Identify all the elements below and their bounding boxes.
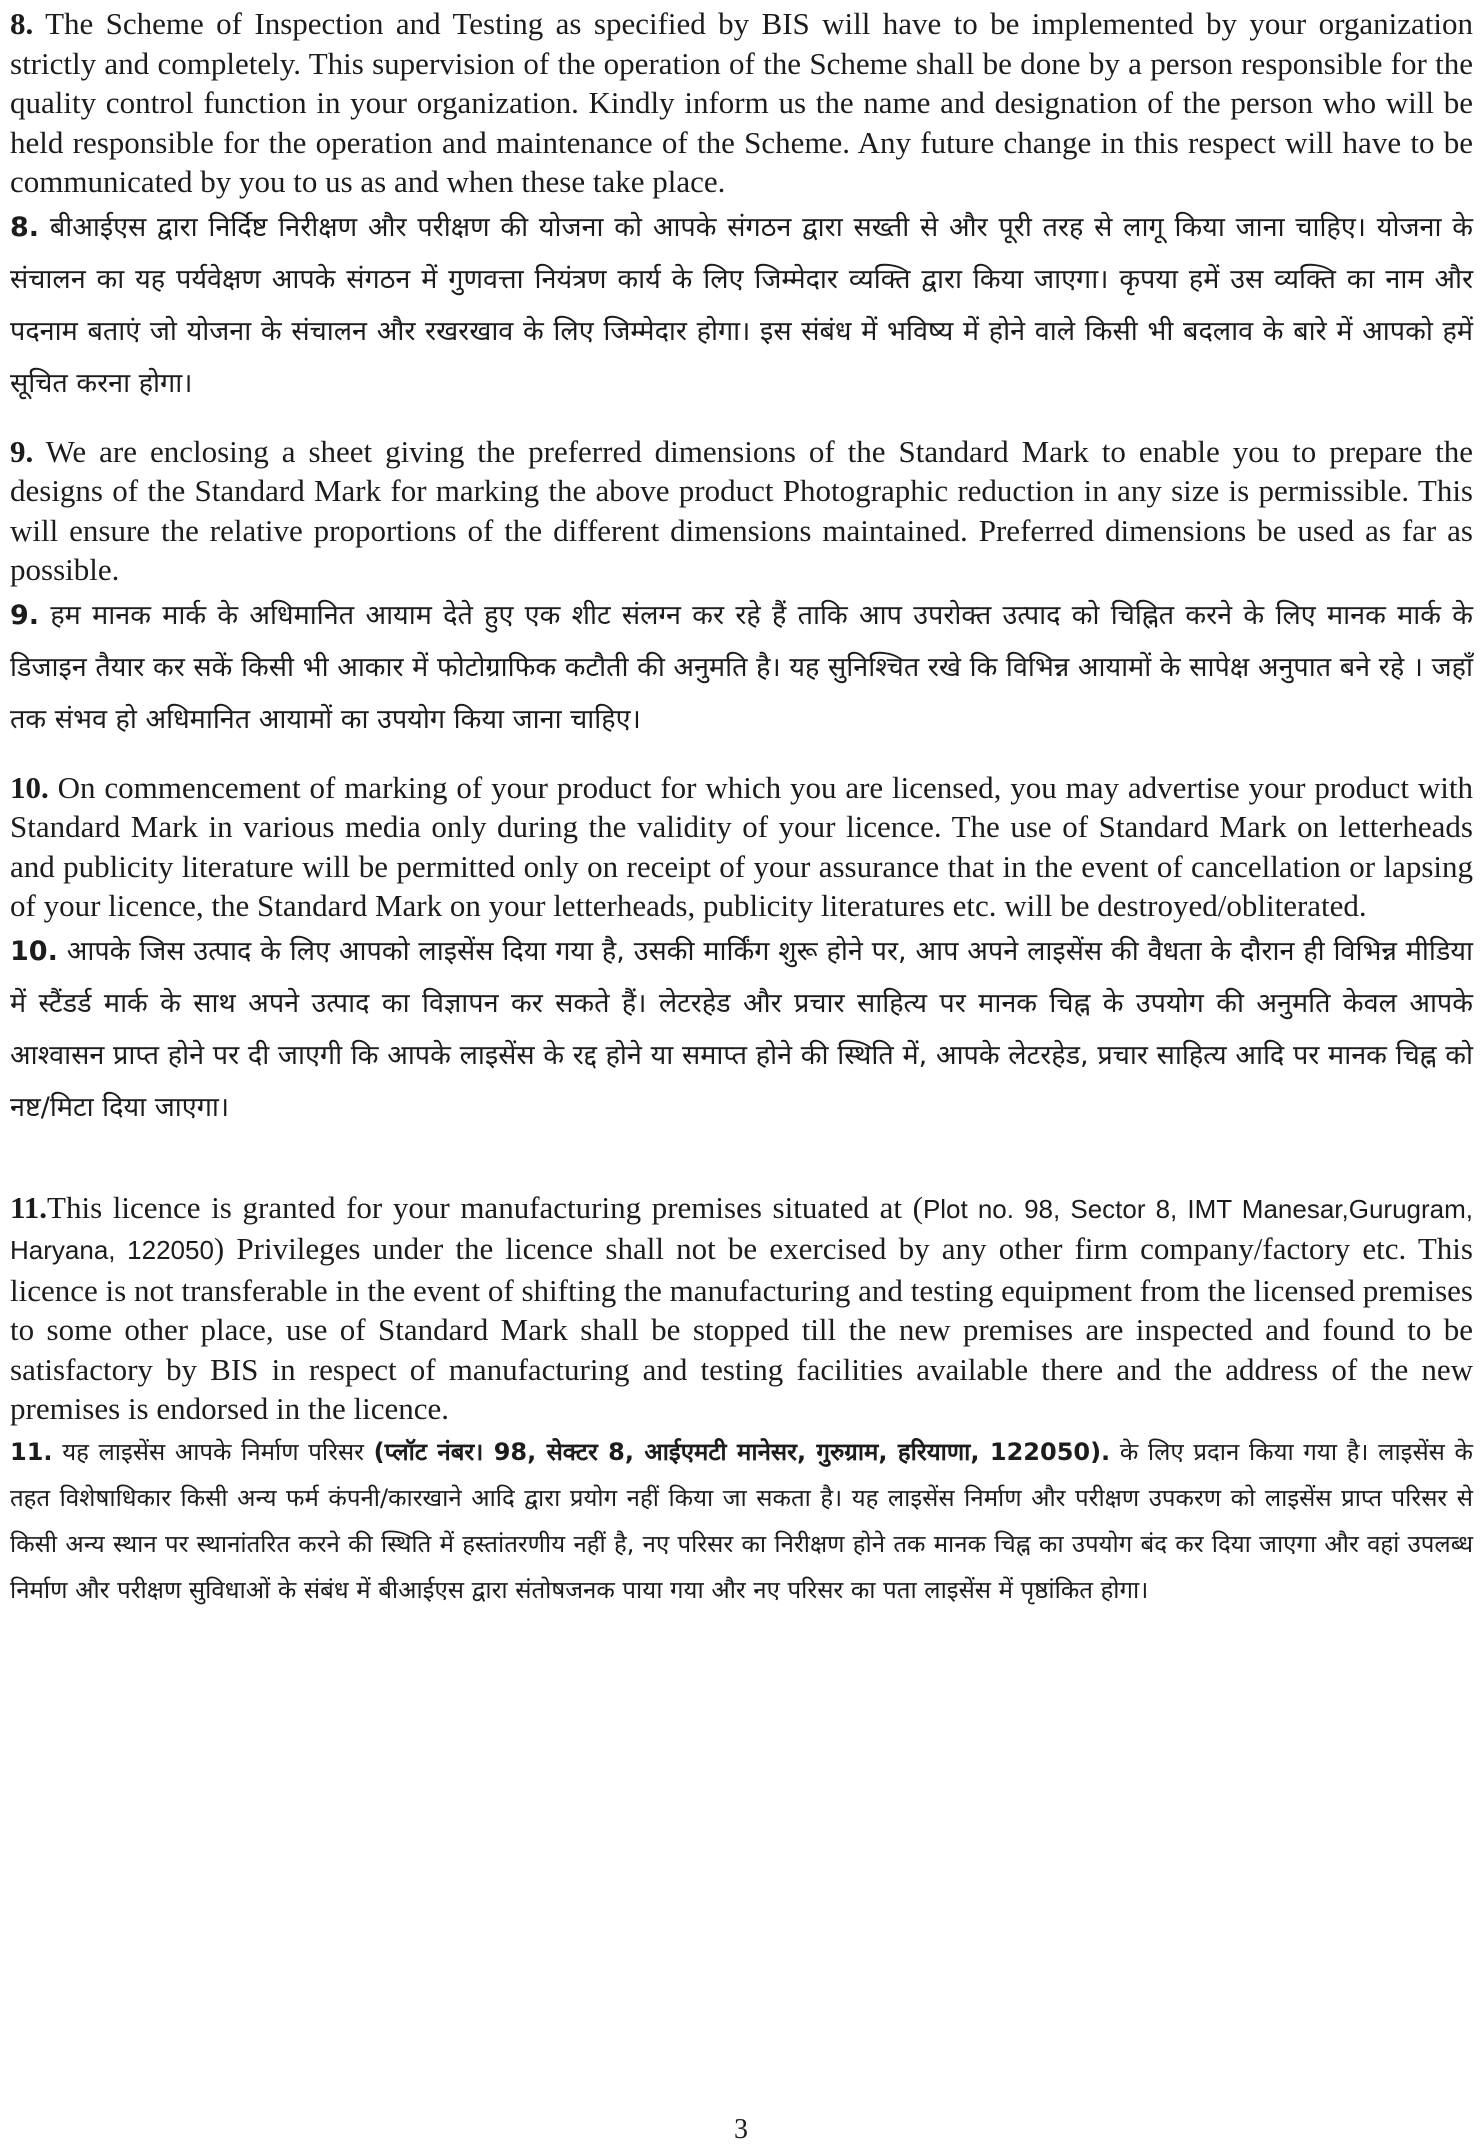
paragraph-number: 8. bbox=[10, 6, 34, 41]
paragraph-8-hindi bbox=[10, 202, 1473, 410]
paragraph-text: We are enclosing a sheet giving the preferred dimensions of the Standard Mark to enable you to prepare the designs of the Standard Mark for marking the above product Photographic reduction in any size is permissible. This will ensure the relative proportions of the different dimensions maintained. Preferred dimensions be used as far as possible. bbox=[10, 433, 1473, 587]
paragraph-text: On commencement of marking of your product for which you are licensed, you may advertise your product with Standard Mark in various media only during the validity of your licence. The use of Standard Mark on letterheads and publicity literature will be permitted only on receipt of your assurance that in the event of cancellation or lapsing of your licence, the Standard Mark on your letterheads, publicity literatures etc. will be destroyed/obliterated. bbox=[10, 769, 1473, 923]
paragraph-number: 9. bbox=[10, 433, 34, 469]
paragraph-number: 11. bbox=[10, 1437, 53, 1466]
premises-address: Plot no. 98, Sector 8, IMT Manesar,Gurugram, Haryana, 122050 bbox=[10, 1193, 1473, 1265]
paragraph-text-start: यह लाइसेंस आपके निर्माण परिसर bbox=[62, 1437, 374, 1466]
paragraph-number: 10. bbox=[10, 769, 49, 805]
paragraph-text-end: के लिए प्रदान किया गया है। लाइसेंस के तहत विशेषाधिकार किसी अन्य फर्म कंपनी/कारखाने आदि द्वारा प्रयोग नहीं किया जा सकता है। यह लाइसेंस निर्माण और परीक्षण उपकरण को लाइसेंस प्राप्त परिसर से किसी अन्य स्थान पर स्थानांतरित करने की स्थिति में हस्तांतरणीय नहीं है, नए परिसर का निरीक्षण होने तक मानक चिह्न का उपयोग बंद कर दिया जाएगा और वहां उपलब्ध निर्माण और परीक्षण सुविधाओं के संबंध में बीआईएस द्वारा संतोषजनक पाया गया और नए परिसर का पता लाइसेंस में पृष्ठांकित होगा। bbox=[10, 1437, 1473, 1604]
paragraph-number: 11. bbox=[10, 1189, 48, 1225]
paragraph-text-start: This licence is granted for your manufacturing premises situated at ( bbox=[47, 1189, 923, 1225]
paragraph-text: बीआईएस द्वारा निर्दिष्ट निरीक्षण और परीक्षण की योजना को आपके संगठन द्वारा सख्ती से और पूरी तरह से लागू किया जाना चाहिए। योजना के संचालन का यह पर्यवेक्षण आपके संगठन में गुणवत्ता नियंत्रण कार्य के लिए जिम्मेदार व्यक्ति द्वारा किया जाएगा। कृपया हमें उस व्यक्ति का नाम और पदनाम बताएं जो योजना के संचालन और रखरखाव के लिए जिम्मेदार होगा। इस संबंध में भविष्य में होने वाले किसी भी बदलाव के बारे में आपको हमें सूचित करना होगा। bbox=[10, 211, 1474, 399]
paragraph-number: 8. bbox=[10, 211, 40, 243]
page-number: 3 bbox=[734, 2114, 748, 2145]
paragraph-number: 10. bbox=[10, 935, 58, 967]
paragraph-11-hindi bbox=[10, 1429, 1473, 1613]
premises-address-hindi: (प्लॉट नंबर। 98, सेक्टर 8, आईएमटी मानेसर, गुरुग्राम, हरियाणा, 122050). bbox=[373, 1437, 1111, 1466]
paragraph-11-english bbox=[10, 1188, 1473, 1429]
paragraph-10-hindi bbox=[10, 926, 1473, 1134]
document-page bbox=[10, 4, 1473, 1613]
paragraph-number: 9. bbox=[10, 599, 40, 631]
paragraph-9-english bbox=[10, 432, 1473, 590]
paragraph-9-hindi bbox=[10, 590, 1473, 746]
paragraph-10-english bbox=[10, 768, 1473, 926]
paragraph-text: The Scheme of Inspection and Testing as specified by BIS will have to be implemented by your organization strictly and completely. This supervision of the operation of the Scheme shall be done by a person responsible for the quality control function in your organization. Kindly inform us the name and designation of the person who will be held responsible for the operation and maintenance of the Scheme. Any future change in this respect will have to be communicated by you to us as and when these take place. bbox=[10, 6, 1473, 199]
paragraph-8-english bbox=[10, 4, 1473, 202]
paragraph-text-end: ) Privileges under the licence shall not be exercised by any other firm company/factory etc. This licence is not transferable in the event of shifting the manufacturing and testing equipment from the licensed premises to some other place, use of Standard Mark shall be stopped till the new premises are inspected and found to be satisfactory by BIS in respect of manufacturing and testing facilities available there and the address of the new premises is endorsed in the licence. bbox=[10, 1231, 1473, 1426]
paragraph-text: आपके जिस उत्पाद के लिए आपको लाइसेंस दिया गया है, उसकी मार्किंग शुरू होने पर, आप अपने लाइसेंस की वैधता के दौरान ही विभिन्न मीडिया में स्टैंडर्ड मार्क के साथ अपने उत्पाद का विज्ञापन कर सकते हैं। लेटरहेड और प्रचार साहित्य पर मानक चिह्न के उपयोग की अनुमति केवल आपके आश्वासन प्राप्त होने पर दी जाएगी कि आपके लाइसेंस के रद्द होने या समाप्त होने की स्थिति में, आपके लेटरहेड, प्रचार साहित्य आदि पर मानक चिह्न को नष्ट/मिटा दिया जाएगा। bbox=[10, 935, 1473, 1123]
paragraph-text: हम मानक मार्क के अधिमानित आयाम देते हुए एक शीट संलग्न कर रहे हैं ताकि आप उपरोक्त उत्पाद को चिह्नित करने के लिए मानक मार्क के डिजाइन तैयार कर सकें किसी भी आकार में फोटोग्राफिक कटौती की अनुमति है। यह सुनिश्चित रखे कि विभिन्न आयामों के सापेक्ष अनुपात बने रहे । जहाँ तक संभव हो अधिमानित आयामों का उपयोग किया जाना चाहिए। bbox=[10, 599, 1473, 735]
